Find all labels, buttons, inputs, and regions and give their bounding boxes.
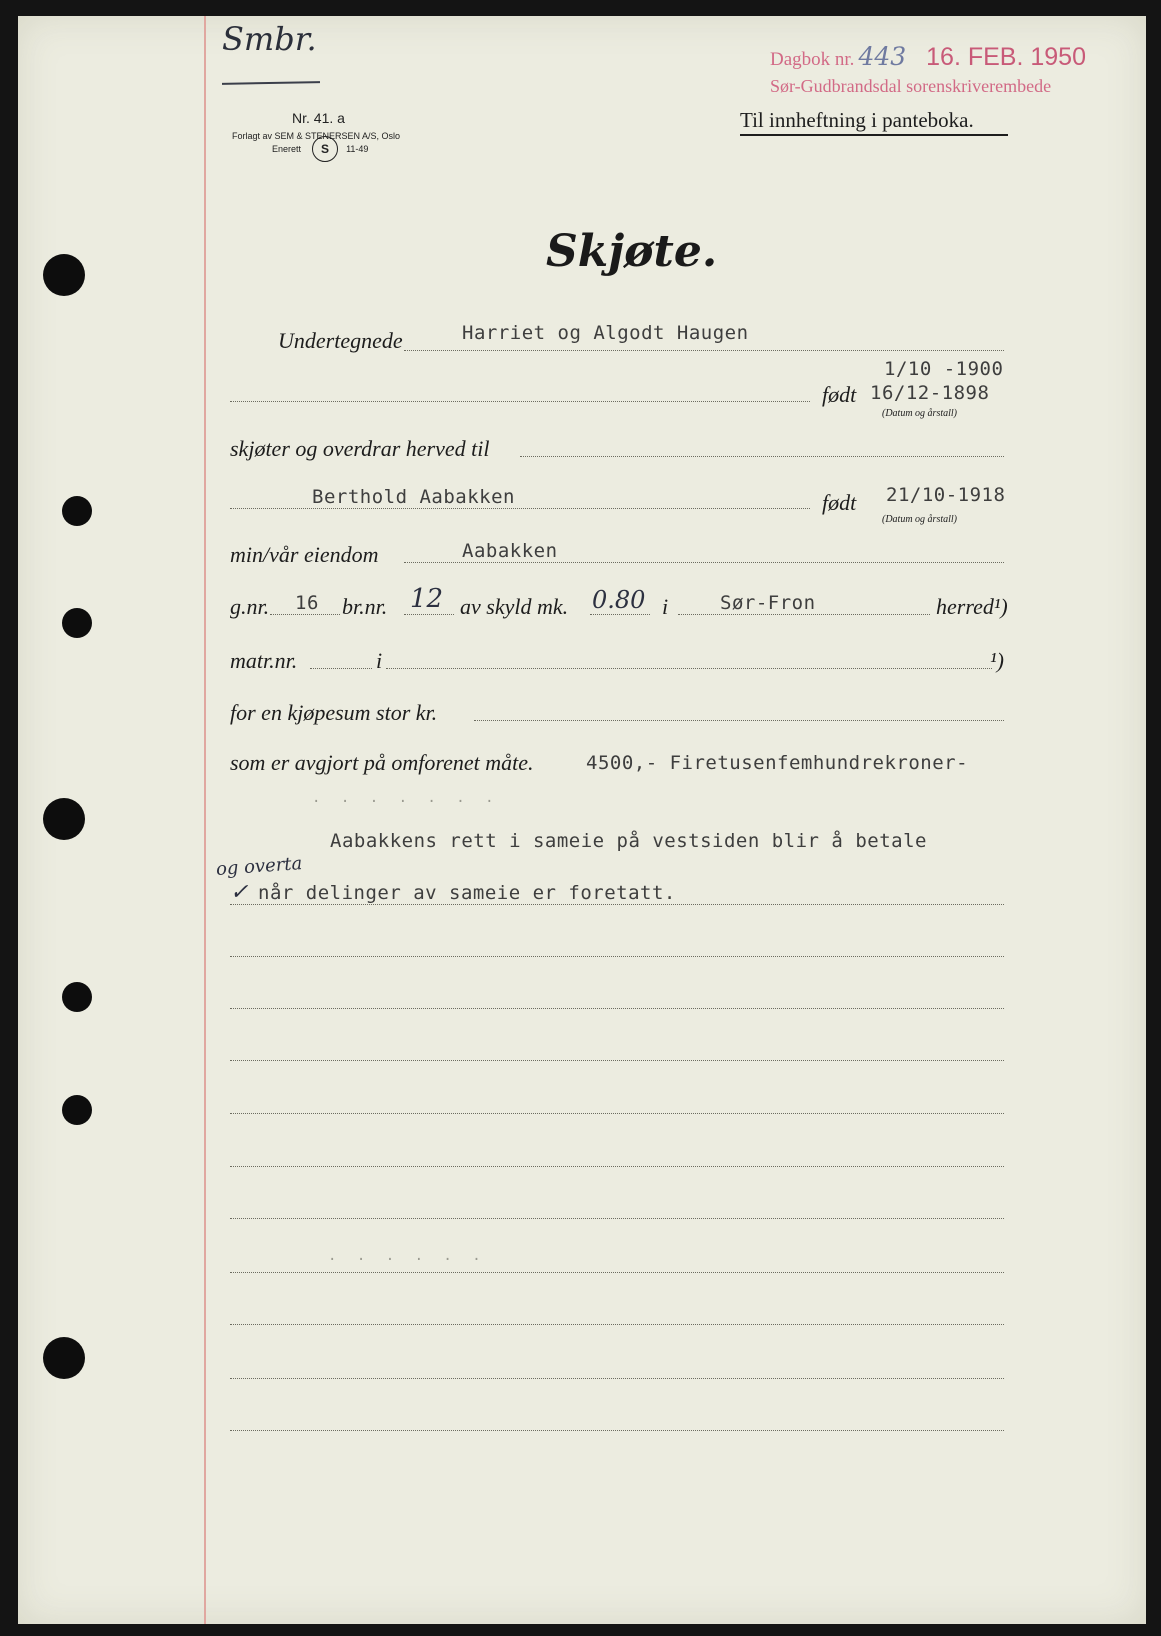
- publisher-logo-icon: S: [312, 136, 338, 162]
- skyld-value: 0.80: [592, 586, 646, 614]
- dotted-line: [520, 456, 1004, 457]
- dotted-line: [270, 614, 340, 615]
- fodt-label-buyer: født: [822, 490, 857, 515]
- binder-hole: [43, 254, 85, 296]
- dotted-line: [230, 956, 1004, 957]
- dotted-line: [230, 401, 810, 402]
- dotted-line: [678, 614, 930, 615]
- publisher-line: Forlagt av SEM & STENERSEN A/S, Oslo: [232, 131, 401, 141]
- binder-hole: [62, 608, 92, 638]
- dotted-line: [230, 1218, 1004, 1219]
- dotted-line: [230, 1378, 1004, 1379]
- fodt-label: født: [822, 382, 857, 407]
- municipality-value: Sør-Fron: [720, 592, 816, 614]
- margin-line: [204, 16, 206, 1624]
- binder-hole: [62, 496, 92, 526]
- herred-label: herred¹): [936, 594, 1008, 619]
- property-value: Aabakken: [462, 540, 558, 562]
- insertion-mark-icon: ✓: [230, 880, 249, 905]
- dotted-line: [386, 668, 992, 669]
- til-innheftning: Til innheftning i panteboka.: [740, 108, 974, 132]
- binder-hole: [43, 1337, 85, 1379]
- dotted-line: [230, 1272, 1004, 1273]
- matrnr-label: matr.nr.: [230, 648, 298, 673]
- gnr-label: g.nr.: [230, 594, 270, 619]
- dotted-line: [230, 1430, 1004, 1431]
- faint-typewriter-marks: · · · · · ·: [328, 1252, 487, 1268]
- dagbok-number: 443: [858, 42, 907, 71]
- datum-note: (Datum og årstall): [882, 408, 957, 419]
- sellers-value: Harriet og Algodt Haugen: [462, 322, 749, 344]
- dotted-line: [230, 1060, 1004, 1061]
- publisher-date: 11-49: [346, 144, 369, 154]
- dotted-line: [590, 614, 650, 615]
- dotted-line: [230, 1166, 1004, 1167]
- footnote-mark: ¹): [990, 648, 1004, 673]
- datum-note-buyer: (Datum og årstall): [882, 514, 957, 525]
- brnr-label: br.nr.: [342, 594, 388, 619]
- dotted-line: [230, 1113, 1004, 1114]
- amount-value: 4500,- Firetusenfemhundrekroner-: [586, 752, 969, 774]
- form-number: Nr. 41. a: [292, 110, 345, 126]
- stamp-office: Sør-Gudbrandsdal sorenskriverembede: [770, 76, 1052, 96]
- dotted-line: [404, 350, 1004, 351]
- buyer-value: Berthold Aabakken: [312, 486, 515, 508]
- brnr-value: 12: [410, 584, 444, 614]
- seller-birth-2: 16/12-1898: [870, 382, 990, 404]
- clause-insert: og overta: [215, 853, 303, 880]
- skyld-label: av skyld mk.: [460, 594, 569, 619]
- eiendom-label: min/vår eiendom: [230, 542, 379, 567]
- stamp-date: 16. FEB. 1950: [926, 43, 1086, 71]
- document-title: Skjøte.: [546, 226, 718, 277]
- dotted-line: [230, 1324, 1004, 1325]
- dagbok-label: Dagbok nr.: [770, 49, 855, 70]
- kjopesum-label: for en kjøpesum stor kr.: [230, 700, 438, 725]
- dotted-line: [404, 562, 1004, 563]
- dotted-line: [310, 668, 372, 669]
- binder-hole: [43, 798, 85, 840]
- dotted-line: [230, 508, 810, 509]
- signature-mark: Smbr.: [222, 20, 317, 58]
- dotted-line: [230, 904, 1004, 905]
- registry-stamp: [770, 42, 1086, 72]
- dotted-line: [404, 614, 454, 615]
- dotted-line: [230, 1008, 1004, 1009]
- dotted-line: [474, 720, 1004, 721]
- binder-hole: [62, 982, 92, 1012]
- gnr-value: 16: [295, 592, 319, 614]
- avgjort-label: som er avgjort på omforenet måte.: [230, 750, 534, 775]
- til-underline: [740, 134, 1008, 136]
- buyer-birth: 21/10-1918: [886, 484, 1006, 506]
- undertegnede-label: Undertegnede: [278, 328, 403, 353]
- skjoter-label: skjøter og overdrar herved til: [230, 436, 490, 461]
- seller-birth-1: 1/10 -1900: [884, 358, 1004, 380]
- clause-line-2: når delinger av sameie er foretatt.: [258, 882, 676, 904]
- faint-typewriter-marks: · · · · · · ·: [312, 794, 500, 810]
- binder-hole: [62, 1095, 92, 1125]
- clause-line-1: Aabakkens rett i sameie på vestsiden blir å betale: [330, 830, 927, 852]
- matr-i-label: i: [376, 648, 383, 673]
- i-label: i: [662, 594, 669, 619]
- publisher-enerett: Enerett: [272, 144, 302, 154]
